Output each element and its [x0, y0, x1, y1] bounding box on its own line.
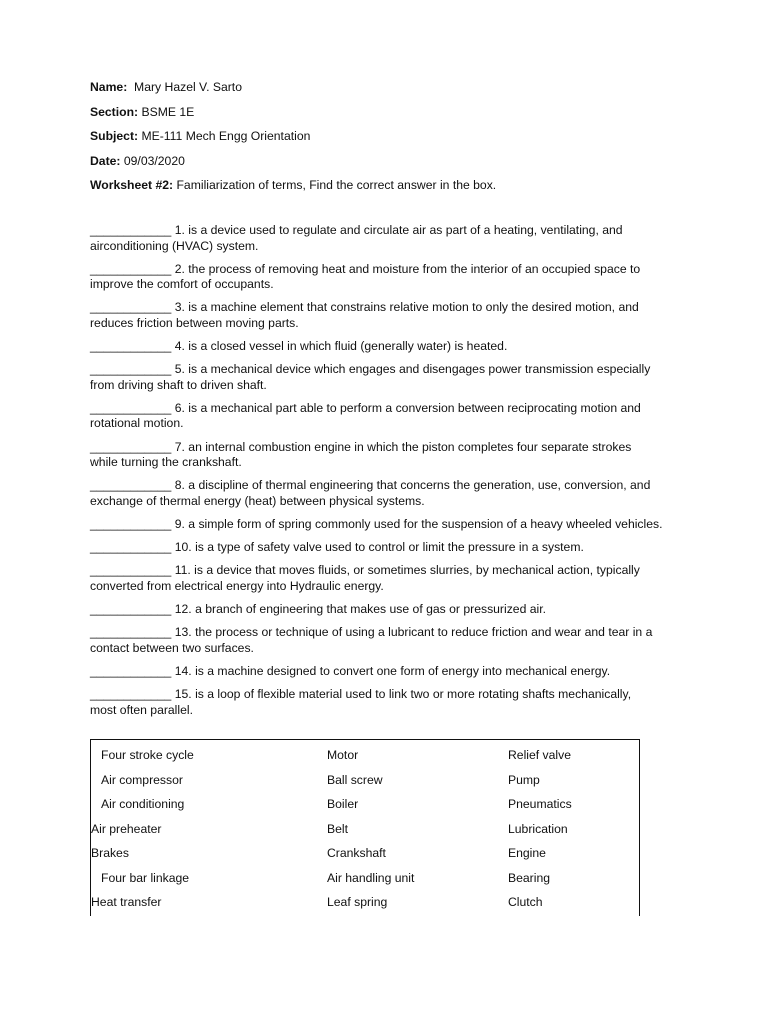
choice-term: Relief valve	[508, 748, 571, 762]
choice-term: Motor	[327, 748, 359, 762]
question-text: 3. is a machine element that constrains relative motion to only the desired motion, and	[174, 300, 639, 315]
subject-label: Subject:	[90, 129, 139, 143]
choice-term: Boiler	[327, 797, 359, 811]
question-text: 13. the process or technique of using a lubricant to reduce friction and wear and tear in a	[174, 625, 653, 640]
choice-term: Pump	[508, 773, 540, 787]
question-item	[90, 563, 676, 594]
choice-term: Heat transfer	[91, 895, 162, 909]
answer-blank[interactable]: ____________	[90, 339, 172, 354]
name-value: Mary Hazel V. Sarto	[134, 80, 242, 94]
question-text-continued: rotational motion.	[90, 416, 184, 431]
answer-blank[interactable]: ____________	[90, 663, 172, 678]
question-text: 2. the process of removing heat and moisture from the interior of an occupied space to	[174, 261, 641, 276]
question-text: 8. a discipline of thermal engineering that concerns the generation, use, conversion, and	[174, 478, 651, 493]
subject-line	[90, 128, 690, 153]
question-text: 12. a branch of engineering that makes use of gas or pressurized air.	[174, 602, 546, 617]
question-text: 5. is a mechanical device which engages and disengages power transmission especially	[174, 362, 651, 377]
question-item	[90, 517, 676, 533]
question-text-continued: converted from electrical energy into Hydraulic energy.	[90, 578, 384, 593]
question-item	[90, 262, 676, 293]
choice-term: Belt	[327, 822, 349, 836]
subject-value: ME-111 Mech Engg Orientation	[141, 129, 311, 143]
choice-term: Ball screw	[327, 773, 383, 787]
question-text: 6. is a mechanical part able to perform a conversion between reciprocating motion and	[174, 400, 641, 415]
question-text-continued: reduces friction between moving parts.	[90, 315, 299, 330]
choice-term: Air compressor	[101, 773, 183, 787]
question-item	[90, 625, 676, 656]
answer-blank[interactable]: ____________	[90, 400, 172, 415]
choices-row	[91, 894, 639, 918]
question-list	[90, 223, 676, 726]
question-item	[90, 401, 676, 432]
answer-blank[interactable]: ____________	[90, 540, 172, 555]
name-label: Name:	[90, 80, 128, 94]
worksheet-instructions: Familiarization of terms, Find the correct answer in the box.	[176, 178, 497, 192]
choice-term: Brakes	[91, 846, 129, 860]
choice-term: Four bar linkage	[101, 871, 190, 885]
worksheet-label: Worksheet #2:	[90, 178, 174, 192]
question-text: 9. a simple form of spring commonly used for the suspension of a heavy wheeled vehicles.	[174, 517, 663, 531]
question-item	[90, 223, 676, 254]
question-item	[90, 602, 676, 618]
answer-blank[interactable]: ____________	[90, 625, 172, 640]
question-item	[90, 687, 676, 718]
question-text: 10. is a type of safety valve used to control or limit the pressure in a system.	[174, 540, 584, 555]
question-text-continued: while turning the crankshaft.	[90, 455, 242, 470]
header-block	[90, 79, 690, 202]
name-line	[90, 79, 690, 104]
answer-blank[interactable]: ____________	[90, 300, 172, 315]
choice-term: Bearing	[508, 871, 551, 885]
choice-term: Air preheater	[91, 822, 162, 836]
answer-blank[interactable]: ____________	[90, 261, 172, 276]
date-value: 09/03/2020	[123, 153, 185, 168]
question-text: 7. an internal combustion engine in which the piston completes four separate strokes	[174, 439, 632, 454]
choices-row	[91, 772, 639, 796]
section-value: BSME 1E	[141, 104, 195, 119]
question-item	[90, 300, 676, 331]
answer-blank[interactable]: ____________	[90, 687, 172, 702]
choice-term: Clutch	[508, 895, 543, 909]
question-item	[90, 339, 676, 355]
question-text: 1. is a device used to regulate and circulate air as part of a heating, ventilating, and	[174, 223, 623, 237]
question-text: 15. is a loop of flexible material used to link two or more rotating shafts mechanically,	[174, 687, 632, 702]
worksheet-line	[90, 177, 690, 202]
question-text-continued: improve the comfort of occupants.	[90, 277, 274, 292]
question-text-continued: most often parallel.	[90, 702, 193, 717]
choices-row	[91, 796, 639, 820]
answer-blank[interactable]: ____________	[90, 478, 172, 493]
choice-term: Crankshaft	[327, 846, 386, 860]
choice-term: Pneumatics	[508, 797, 572, 811]
answer-blank[interactable]: ____________	[90, 439, 172, 454]
question-text-continued: from driving shaft to driven shaft.	[90, 377, 267, 392]
answer-blank[interactable]: ____________	[90, 362, 172, 377]
question-item	[90, 362, 676, 393]
question-text-continued: airconditioning (HVAC) system.	[90, 238, 259, 253]
question-text: 11. is a device that moves fluids, or sometimes slurries, by mechanical action, typically	[174, 563, 640, 578]
question-item	[90, 540, 676, 556]
question-item	[90, 478, 676, 509]
section-label: Section:	[90, 104, 139, 119]
section-line	[90, 104, 690, 129]
answer-blank[interactable]: ____________	[90, 223, 172, 237]
answer-blank[interactable]: ____________	[90, 602, 172, 617]
choice-term: Engine	[508, 846, 546, 860]
choice-term: Air handling unit	[327, 871, 415, 885]
choice-term: Air conditioning	[101, 797, 185, 811]
question-text-continued: exchange of thermal energy (heat) between physical systems.	[90, 493, 425, 508]
choices-row	[91, 870, 639, 894]
answer-blank[interactable]: ____________	[90, 563, 172, 578]
date-line	[90, 153, 690, 178]
question-item	[90, 440, 676, 471]
question-text-continued: contact between two surfaces.	[90, 640, 254, 655]
choice-term: Four stroke cycle	[101, 748, 194, 762]
choices-row	[91, 747, 639, 771]
choice-term: Leaf spring	[327, 895, 388, 909]
answer-blank[interactable]: ____________	[90, 517, 172, 531]
answer-choices-box	[90, 739, 640, 916]
choices-row	[91, 845, 639, 869]
question-item	[90, 664, 676, 680]
date-label: Date:	[90, 153, 121, 168]
choices-row	[91, 821, 639, 845]
question-text: 4. is a closed vessel in which fluid (generally water) is heated.	[174, 339, 508, 354]
choice-term: Lubrication	[508, 822, 568, 836]
question-text: 14. is a machine designed to convert one form of energy into mechanical energy.	[174, 663, 611, 678]
